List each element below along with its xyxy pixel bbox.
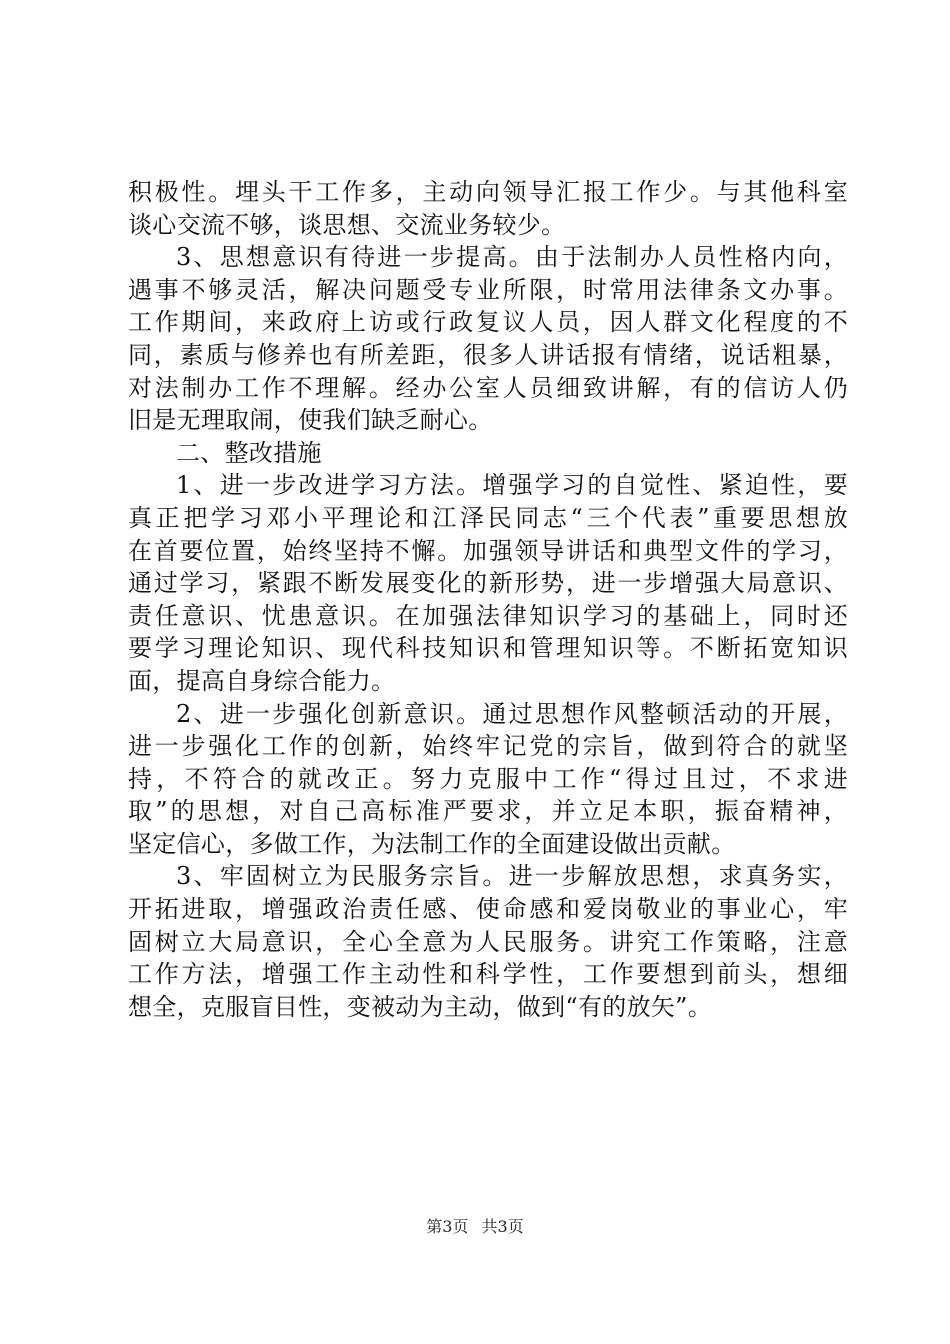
section-heading: 二、整改措施 [176,438,322,467]
page-footer [0,1217,950,1237]
page-number: 第3页 [426,1217,469,1236]
text-line: 同，素质与修养也有所差距，很多人讲话报有情绪，说话粗暴， [128,340,848,369]
text-line: 面，提高自身综合能力。 [128,666,396,695]
text-line: 旧是无理取闹，使我们缺乏耐心。 [128,406,493,435]
text-line: 坚定信心，多做工作，为法制工作的全面建设做出贡献。 [128,829,736,858]
text-line: 持，不符合的就改正。努力克服中工作“得过且过，不求进 [128,764,848,793]
text-line: 遇事不够灵活，解决问题受专业所限，时常用法律条文办事。 [128,275,848,304]
text-line: 进一步强化工作的创新，始终牢记党的宗旨，做到符合的就坚 [128,732,848,761]
text-line: 2、进一步强化创新意识。通过思想作风整顿活动的开展， [176,699,848,728]
text-line: 3、思想意识有待进一步提高。由于法制办人员性格内向， [176,243,848,272]
text-line: 真正把学习邓小平理论和江泽民同志“三个代表”重要思想放 [128,503,848,532]
text-line: 工作期间，来政府上访或行政复议人员，因人群文化程度的不 [128,308,848,337]
text-line: 要学习理论知识、现代科技知识和管理知识等。不断拓宽知识 [128,634,848,663]
text-line: 责任意识、忧患意识。在加强法律知识学习的基础上，同时还 [128,601,848,630]
text-line: 在首要位置，始终坚持不懈。加强领导讲话和典型文件的学习， [128,536,848,565]
text-line: 谈心交流不够，谈思想、交流业务较少。 [128,210,566,239]
text-line: 想全，克服盲目性，变被动为主动，做到“有的放矢”。 [128,992,713,1021]
text-line: 积极性。埋头干工作多，主动向领导汇报工作少。与其他科室 [128,178,848,206]
text-line: 通过学习，紧跟不断发展变化的新形势，进一步增强大局意识、 [128,569,848,598]
text-line: 取”的思想，对自己高标准严要求，并立足本职，振奋精神， [128,797,848,826]
text-line: 1、进一步改进学习方法。增强学习的自觉性、紧迫性，要 [176,471,848,500]
text-line: 3、牢固树立为民服务宗旨。进一步解放思想，求真务实， [176,862,848,891]
text-line: 工作方法，增强工作主动性和科学性，工作要想到前头，想细 [128,960,848,989]
page-total: 共3页 [481,1217,524,1236]
document-body [128,176,848,1023]
text-line: 固树立大局意识，全心全意为人民服务。讲究工作策略，注意 [128,927,848,956]
text-line: 对法制办工作不理解。经办公室人员细致讲解，有的信访人仍 [128,373,848,402]
text-line: 开拓进取，增强政治责任感、使命感和爱岗敬业的事业心，牢 [128,895,848,924]
